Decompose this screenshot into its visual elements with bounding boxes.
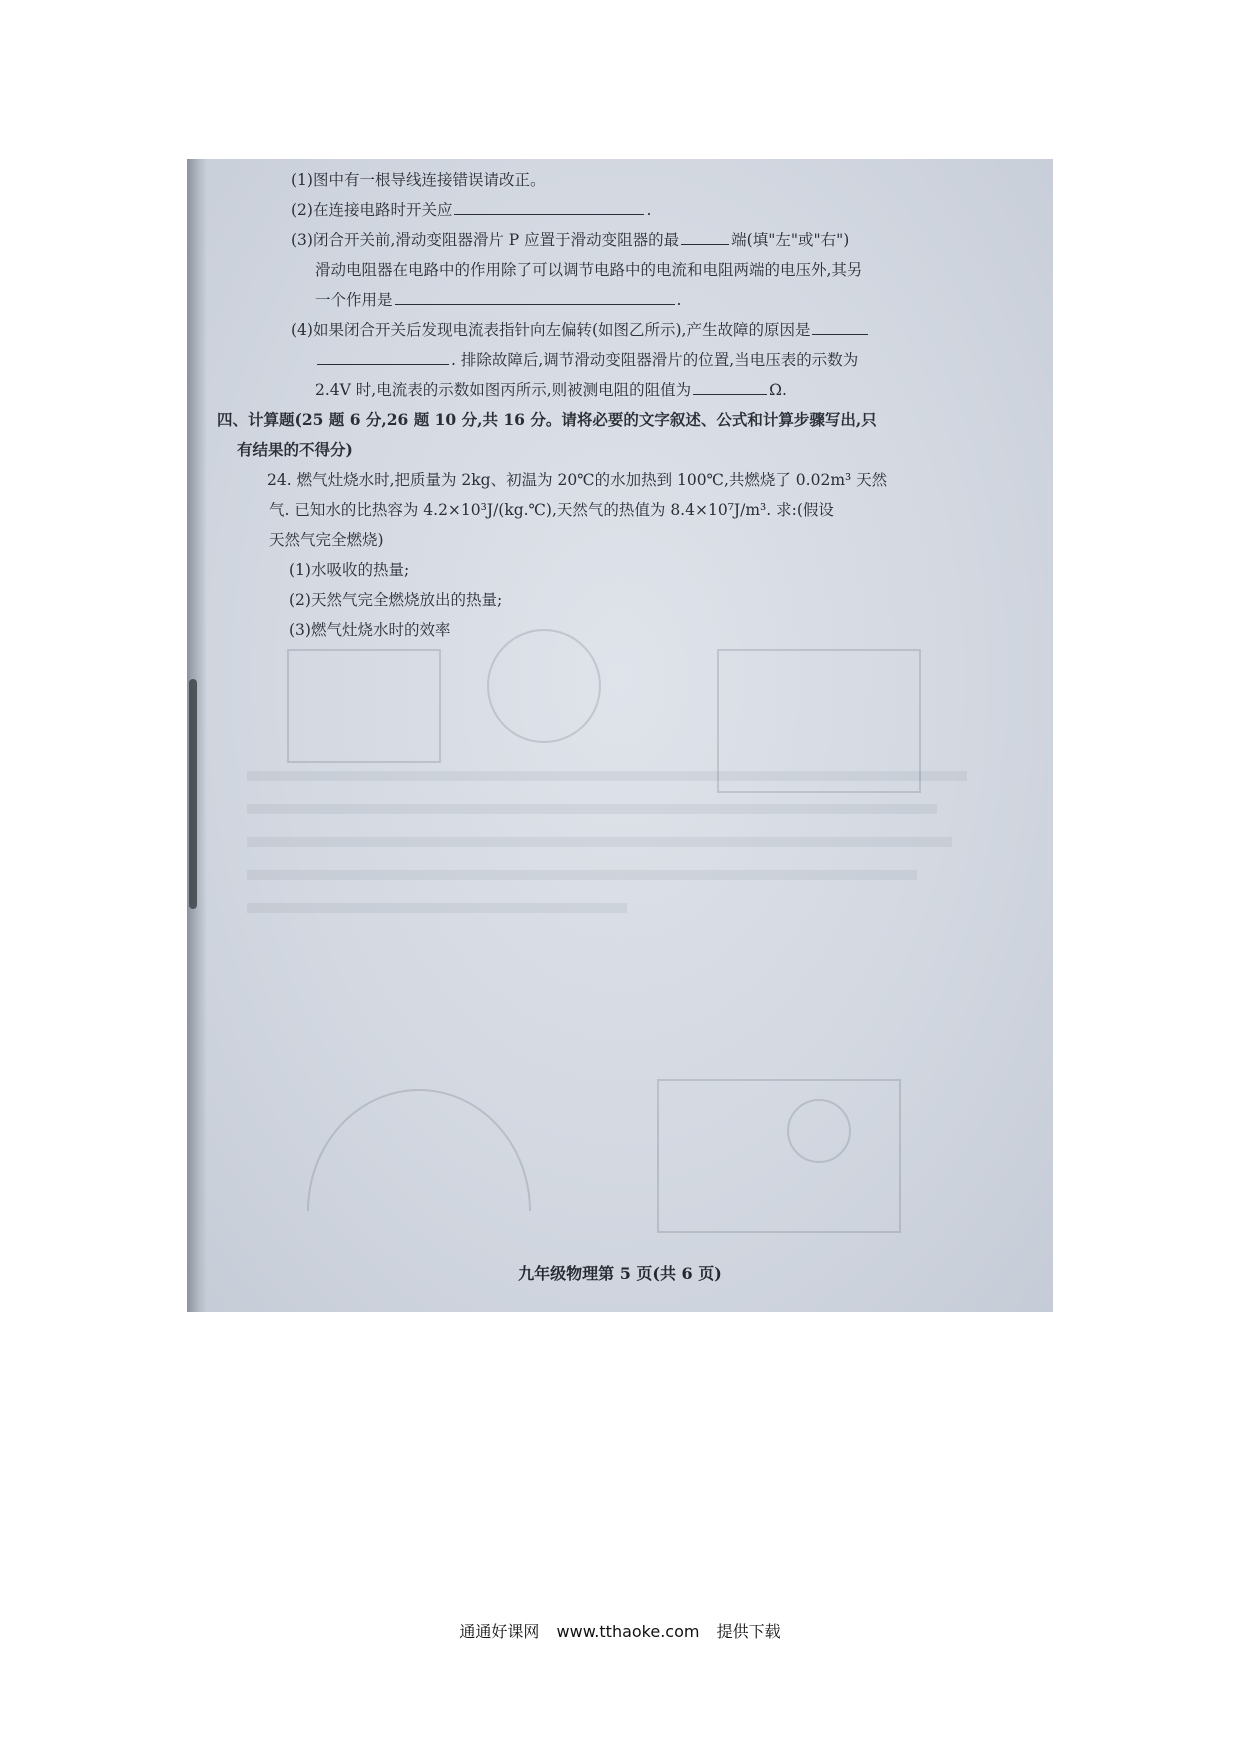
answer-blank[interactable]	[395, 286, 675, 305]
credit-suffix: 提供下载	[716, 1622, 781, 1641]
bleed-through-meter-1	[487, 629, 601, 743]
bleed-through-circuit-1	[287, 649, 441, 763]
bleed-through-text-4	[247, 870, 917, 880]
q24-part1: (1)水吸收的热量;	[289, 561, 410, 579]
q24-part2: (2)天然气完全燃烧放出的热量;	[289, 591, 503, 609]
bleed-through-arc-meter	[307, 1089, 531, 1211]
section-heading: 四、计算题(25 题 6 分,26 题 10 分,共 16 分。请将必要的文字叙述、公式和计算步骤写出,只	[217, 410, 877, 429]
q23-part4-cont: . 排除故障后,调节滑动变阻器滑片的位置,当电压表的示数为	[215, 345, 1025, 375]
bleed-through-meter-2	[787, 1099, 851, 1163]
site-name: 通通好课网	[459, 1622, 540, 1641]
answer-blank[interactable]	[454, 196, 644, 215]
question-text	[215, 165, 1025, 645]
bleed-through-text-2	[247, 804, 937, 814]
site-url-link[interactable]: www.tthaoke.com	[556, 1622, 700, 1641]
bleed-through-circuit-3	[657, 1079, 901, 1233]
page-footer: 九年级物理第 5 页(共 6 页)	[518, 1264, 722, 1283]
answer-blank[interactable]	[681, 226, 729, 245]
q23-part4-cont2: 2.4V 时,电流表的示数如图丙所示,则被测电阻的阻值为 Ω.	[215, 375, 1025, 405]
bleed-through-text-5	[247, 903, 627, 913]
q23-part4: (4)如果闭合开关后发现电流表指针向左偏转(如图乙所示),产生故障的原因是	[215, 315, 1025, 345]
q23-part2: (2)在连接电路时开关应 .	[215, 195, 1025, 225]
q24-stem-cont: 气. 已知水的比热容为 4.2×10³J/(kg.℃),天然气的热值为 8.4×10⁷J/m³. 求:(假设	[269, 501, 834, 519]
q24-stem-cont2: 天然气完全燃烧)	[269, 531, 384, 549]
bleed-through-text-1	[247, 771, 967, 781]
q23-part3-cont: 滑动电阻器在电路中的作用除了可以调节电路中的电流和电阻两端的电压外,其另	[315, 261, 863, 279]
q23-part3: (3)闭合开关前,滑动变阻器滑片 P 应置于滑动变阻器的最 端(填"左"或"右")	[215, 225, 1025, 255]
bleed-through-text-3	[247, 837, 952, 847]
q24-part3: (3)燃气灶烧水时的效率	[289, 621, 451, 639]
exam-page-photo	[187, 159, 1053, 1312]
q24-stem: 24. 燃气灶烧水时,把质量为 2kg、初温为 20℃的水加热到 100℃,共燃烧了 0.02m³ 天然	[267, 471, 888, 489]
section-heading-cont: 有结果的不得分)	[237, 440, 353, 459]
answer-blank[interactable]	[812, 316, 868, 335]
answer-blank[interactable]	[693, 376, 767, 395]
binding-ink-mark	[189, 679, 197, 909]
q23-part3-cont2: 一个作用是 .	[215, 285, 1025, 315]
answer-blank[interactable]	[317, 346, 449, 365]
q23-part1: (1)图中有一根导线连接错误请改正。	[291, 171, 546, 189]
download-credit	[0, 1619, 1240, 1642]
